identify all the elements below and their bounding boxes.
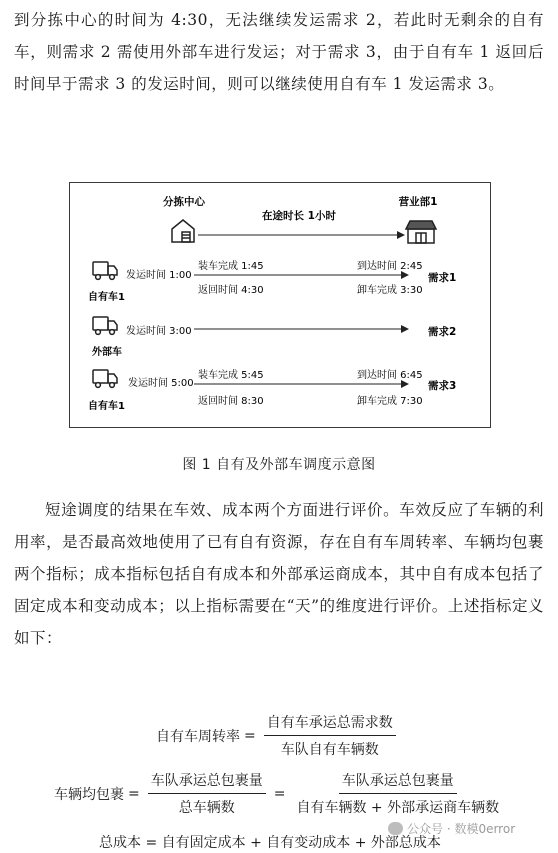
wechat-icon xyxy=(388,822,403,835)
row1-return: 返回时间 4:30 xyxy=(198,285,264,296)
transit-label: 在途时长 1小时 xyxy=(262,210,336,222)
row3-arrive: 到达时间 6:45 xyxy=(357,370,423,381)
row3-demand: 需求3 xyxy=(428,380,457,392)
watermark xyxy=(388,820,515,837)
store-icon xyxy=(406,221,436,243)
truck-icon xyxy=(93,262,117,279)
row2-depart: 发运时间 3:00 xyxy=(126,326,192,337)
truck-icon xyxy=(93,370,117,387)
formula2-denominator-a: 总车辆数 xyxy=(178,800,235,816)
row3-load-done: 装车完成 5:45 xyxy=(198,370,264,381)
equals-sign: = xyxy=(273,785,286,802)
formula2-fraction-b xyxy=(293,770,502,817)
formula2-numerator-a: 车队承运总包裹量 xyxy=(148,770,266,794)
formula2-numerator-b: 车队承运总包裹量 xyxy=(339,770,457,794)
diagram-svg xyxy=(70,183,490,427)
row1-demand: 需求1 xyxy=(428,272,457,284)
origin-label: 分拣中心 xyxy=(163,196,205,208)
formula-total-cost: 总成本 = 自有固定成本 + 自有变动成本 + 外部总成本 xyxy=(99,835,441,851)
destination-label: 营业部1 xyxy=(398,196,438,208)
formula-turnover xyxy=(156,712,400,759)
watermark-text: 公众号 · 数模0error xyxy=(407,822,516,836)
row1-unload-done: 卸车完成 3:30 xyxy=(357,285,423,296)
row3-unload-done: 卸车完成 7:30 xyxy=(357,396,423,407)
dispatch-diagram xyxy=(69,182,491,428)
equals-sign: = xyxy=(128,785,140,802)
figure-caption: 图 1 自有及外部车调度示意图 xyxy=(182,457,376,473)
row1-vehicle: 自有车1 xyxy=(88,292,125,303)
truck-icon xyxy=(93,317,117,334)
equals-sign: = xyxy=(244,727,256,744)
row3-vehicle: 自有车1 xyxy=(88,401,125,412)
row1-depart: 发运时间 1:00 xyxy=(126,270,192,281)
body-paragraph: 短途调度的结果在车效、成本两个方面进行评价。车效反应了车辆的利用率，是否最高效地使用了已有自有资源，存在自有车周转率、车辆均包裹两个指标；成本指标包括自有成本和外部承运商成本，其中自有成本包括了固定成本和变动成本；以上指标需要在“天”的维度进行评价。上述指标定义如下： xyxy=(14,501,544,647)
formula1-lhs: 自有车周转率 xyxy=(156,728,240,745)
warehouse-icon xyxy=(172,220,194,242)
formula1-denominator: 车队自有车辆数 xyxy=(280,742,379,758)
formula-avg-parcels xyxy=(54,770,506,817)
formula2-lhs: 车辆均包裹 xyxy=(54,786,124,803)
row1-load-done: 装车完成 1:45 xyxy=(198,261,264,272)
top-paragraph: 到分拣中心的时间为 4:30，无法继续发运需求 2，若此时无剩余的自有车，则需求 2 需使用外部车进行发运；对于需求 3，由于自有车 1 返回后时间早于需求 3 的发运时间，则可以继续使用自有车 1 发运需求 3。 xyxy=(14,11,544,93)
row1-arrive: 到达时间 2:45 xyxy=(357,261,423,272)
row3-return: 返回时间 8:30 xyxy=(198,396,264,407)
formula2-denominator-b: 自有车辆数 + 外部承运商车辆数 xyxy=(296,800,500,816)
formula2-fraction-a xyxy=(148,770,266,817)
row2-demand: 需求2 xyxy=(428,326,457,338)
formula1-fraction xyxy=(264,712,396,759)
formula1-numerator: 自有车承运总需求数 xyxy=(264,712,396,736)
row3-depart: 发运时间 5:00 xyxy=(128,378,194,389)
row2-vehicle: 外部车 xyxy=(92,347,122,358)
